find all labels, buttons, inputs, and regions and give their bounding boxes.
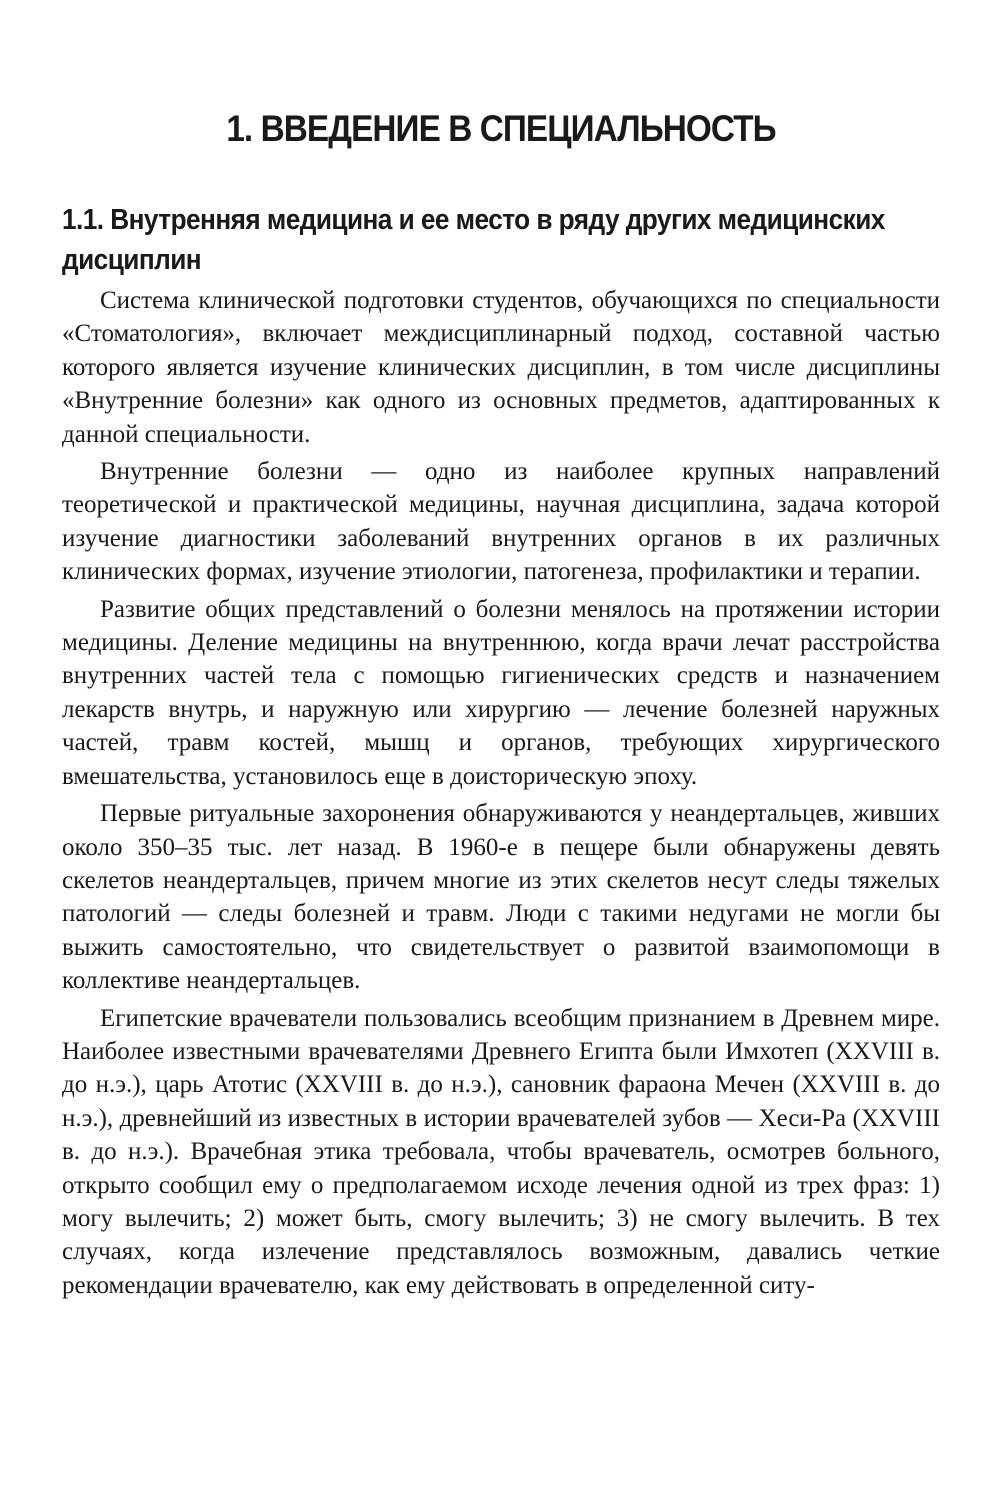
paragraph: Египетские врачеватели пользовались всеобщим признанием в Древнем мире. Наиболее известными врачевателями Древнего Египта были Имхотеп (XXVIII в. до н.э.), царь Атотис (XXVIII в. до н.э.), сановник фараона Мечен (XXVIII в. до н.э.), древнейший из известных в истории врачевателей зубов — Хеси-Ра (XXVIII в. до н.э.). Врачебная этика требовала, чтобы врачеватель, осмотрев больного, открыто сообщил ему о предполагаемом исходе лечения одной из трех фраз: 1) могу вылечить; 2) может быть, смогу вылечить; 3) не смогу вылечить. В тех случаях, когда излечение представлялось возможным, давались четкие рекомендации врачевателю, как ему действовать в определенной ситу- (62, 1004, 940, 1299)
body-text (62, 284, 940, 1306)
paragraph: Внутренние болезни — одно из наиболее крупных направлений теоретической и практической медицины, научная дисциплина, задача которой изучение диагностики заболеваний внутренних органов в их различных клинических формах, изучение этиологии, патогенеза, профилактики и терапии. (62, 458, 940, 586)
section-title: 1.1. Внутренняя медицина и ее место в ряду других медицинских дисциплин (62, 204, 885, 276)
paragraph: Система клинической подготовки студентов, обучающихся по специальности «Стоматология», включает междисциплинарный подход, составной частью которого является изучение клинических дисциплин, в том числе дисциплины «Внутренние болезни» как одного из основных предметов, адаптированных к данной специальности. (62, 287, 940, 448)
paragraph: Развитие общих представлений о болезни менялось на протяжении истории медицины. Деление медицины на внутреннюю, когда врачи лечат расстройства внутренних частей тела с помощью гигиенических средств и назначением лекарств внутрь, и наружную или хирургию — лечение болезней наружных частей, травм костей, мышц и органов, требующих хирургического вмешательства, установилось еще в доисторическую эпоху. (62, 595, 940, 790)
paragraph: Первые ритуальные захоронения обнаруживаются у неандертальцев, живших около 350–35 тыс. лет назад. В 1960-е в пещере были обнаружены девять скелетов неандертальцев, причем многие из этих скелетов несут следы тяжелых патологий — следы болезней и травм. Люди с такими недугами не могли бы выжить самостоятельно, что свидетельствует о развитой взаимопомощи в коллективе неандертальцев. (62, 800, 940, 995)
chapter-title: 1. ВВЕДЕНИЕ В СПЕЦИАЛЬНОСТЬ (226, 108, 776, 149)
